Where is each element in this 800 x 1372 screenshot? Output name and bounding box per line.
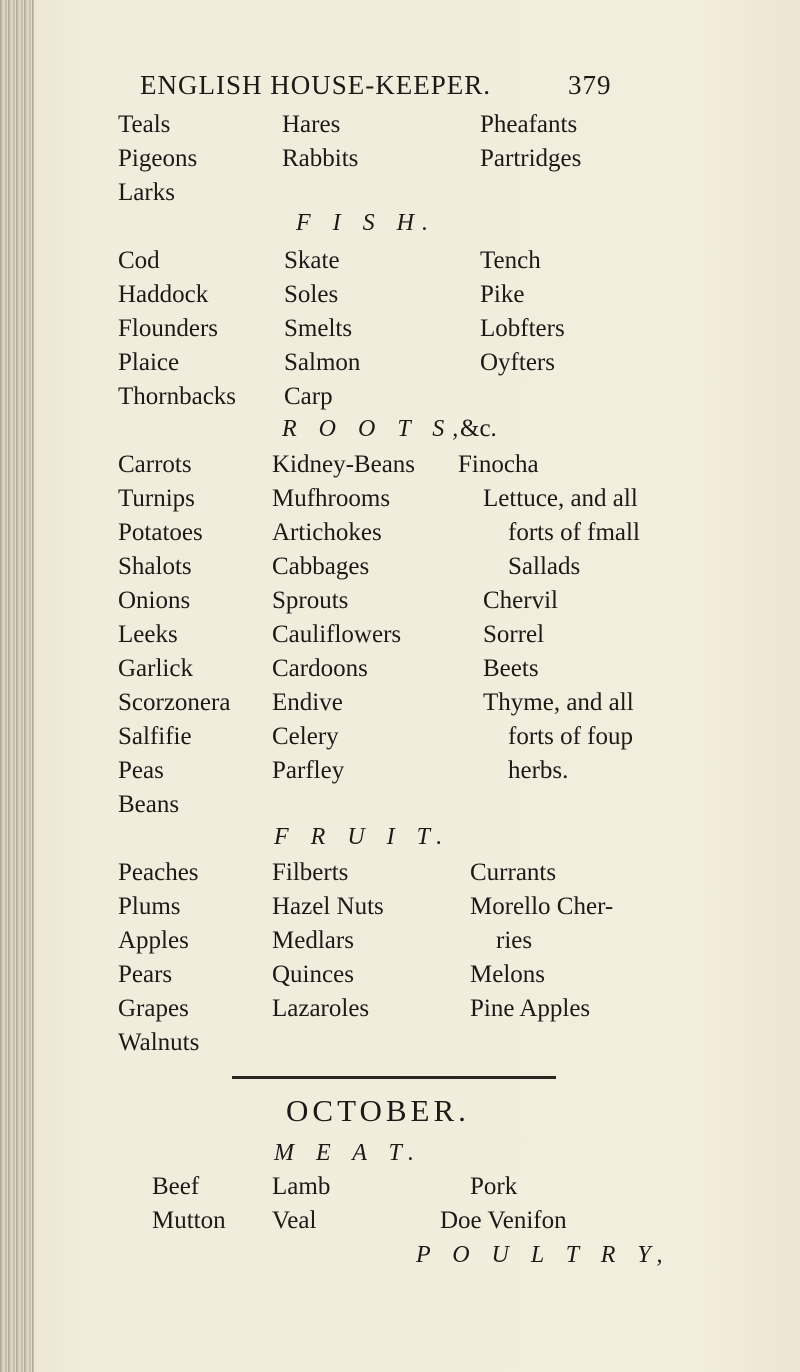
list-item: Lazaroles xyxy=(272,995,370,1022)
list-item: Lamb xyxy=(272,1173,331,1200)
list-item: forts of foup xyxy=(508,723,633,750)
list-item: Sorrel xyxy=(483,621,545,648)
list-item: Carrots xyxy=(118,451,192,478)
list-item: Salmon xyxy=(284,349,361,376)
list-item: Cod xyxy=(118,247,160,274)
list-item: Shalots xyxy=(118,553,192,580)
list-item: Turnips xyxy=(118,485,195,512)
list-item: Artichokes xyxy=(272,519,382,546)
list-item: Chervil xyxy=(483,587,558,614)
list-item: Finocha xyxy=(458,451,539,478)
list-item: Pigeons xyxy=(118,145,198,172)
list-item: Cardoons xyxy=(272,655,368,682)
list-item: Morello Cher- xyxy=(470,893,614,920)
month-title: OCTOBER. xyxy=(286,1093,470,1128)
list-item: Kidney-Beans xyxy=(272,451,416,478)
list-item: forts of fmall xyxy=(508,519,640,546)
section-heading-roots-suffix: &c. xyxy=(460,415,497,442)
section-heading-fruit: F R U I T. xyxy=(274,824,451,850)
list-item: herbs. xyxy=(508,757,569,784)
list-item: Sallads xyxy=(508,553,581,580)
list-item: Carp xyxy=(284,383,333,410)
list-item: Walnuts xyxy=(118,1029,200,1056)
section-divider xyxy=(232,1076,556,1079)
list-item: Plaice xyxy=(118,349,180,376)
list-item: Potatoes xyxy=(118,519,203,546)
list-item: Tench xyxy=(480,247,541,274)
list-item: Thornbacks xyxy=(118,383,237,410)
list-item: Veal xyxy=(272,1207,317,1234)
list-item: Mufhrooms xyxy=(272,485,391,512)
list-item: Beef xyxy=(152,1173,200,1200)
running-title: ENGLISH HOUSE-KEEPER. xyxy=(140,70,491,100)
list-item: Currants xyxy=(470,859,557,886)
list-item: Skate xyxy=(284,247,340,274)
list-item: Apples xyxy=(118,927,189,954)
list-item: Quinces xyxy=(272,961,354,988)
list-item: Medlars xyxy=(272,927,354,954)
list-item: Partridges xyxy=(480,145,582,172)
list-item: Salfifie xyxy=(118,723,192,750)
list-item: Pine Apples xyxy=(470,995,591,1022)
list-item: Thyme, and all xyxy=(483,689,634,716)
list-item: Plums xyxy=(118,893,181,920)
list-item: Grapes xyxy=(118,995,189,1022)
section-heading-fish: F I S H. xyxy=(296,210,436,236)
list-item: Beans xyxy=(118,791,180,818)
list-item: Cabbages xyxy=(272,553,370,580)
list-item: Teals xyxy=(118,111,171,138)
list-item: Haddock xyxy=(118,281,209,308)
list-item: ries xyxy=(496,927,533,954)
list-item: Smelts xyxy=(284,315,353,342)
list-item: Mutton xyxy=(152,1207,226,1234)
list-item: Pheafants xyxy=(480,111,578,138)
list-item: Flounders xyxy=(118,315,218,342)
list-item: Endive xyxy=(272,689,343,716)
list-item: Scorzonera xyxy=(118,689,231,716)
list-item: Onions xyxy=(118,587,191,614)
list-item: Hares xyxy=(282,111,341,138)
section-heading-roots: R O O T S, xyxy=(282,416,467,442)
list-item: Leeks xyxy=(118,621,178,648)
list-item: Pike xyxy=(480,281,525,308)
section-heading-meat: M E A T. xyxy=(274,1140,423,1166)
list-item: Rabbits xyxy=(282,145,359,172)
list-item: Sprouts xyxy=(272,587,349,614)
list-item: Celery xyxy=(272,723,339,750)
list-item: Garlick xyxy=(118,655,193,682)
list-item: Melons xyxy=(470,961,545,988)
list-item: Soles xyxy=(284,281,339,308)
list-item: Peaches xyxy=(118,859,199,886)
list-item: Doe Venifon xyxy=(440,1207,567,1234)
list-item: Oyfters xyxy=(480,349,555,376)
list-item: Lobfters xyxy=(480,315,565,342)
list-item: Pears xyxy=(118,961,173,988)
list-item: Beets xyxy=(483,655,539,682)
list-item: Hazel Nuts xyxy=(272,893,384,920)
list-item: Pork xyxy=(470,1173,518,1200)
list-item: Cauliflowers xyxy=(272,621,402,648)
list-item: Parfley xyxy=(272,757,345,784)
page-gutter-edge xyxy=(0,0,34,1372)
catchword: P O U L T R Y, xyxy=(416,1242,671,1268)
list-item: Peas xyxy=(118,757,164,784)
list-item: Larks xyxy=(118,179,175,206)
list-item: Lettuce, and all xyxy=(483,485,638,512)
list-item: Filberts xyxy=(272,859,349,886)
page-number: 379 xyxy=(568,70,612,100)
